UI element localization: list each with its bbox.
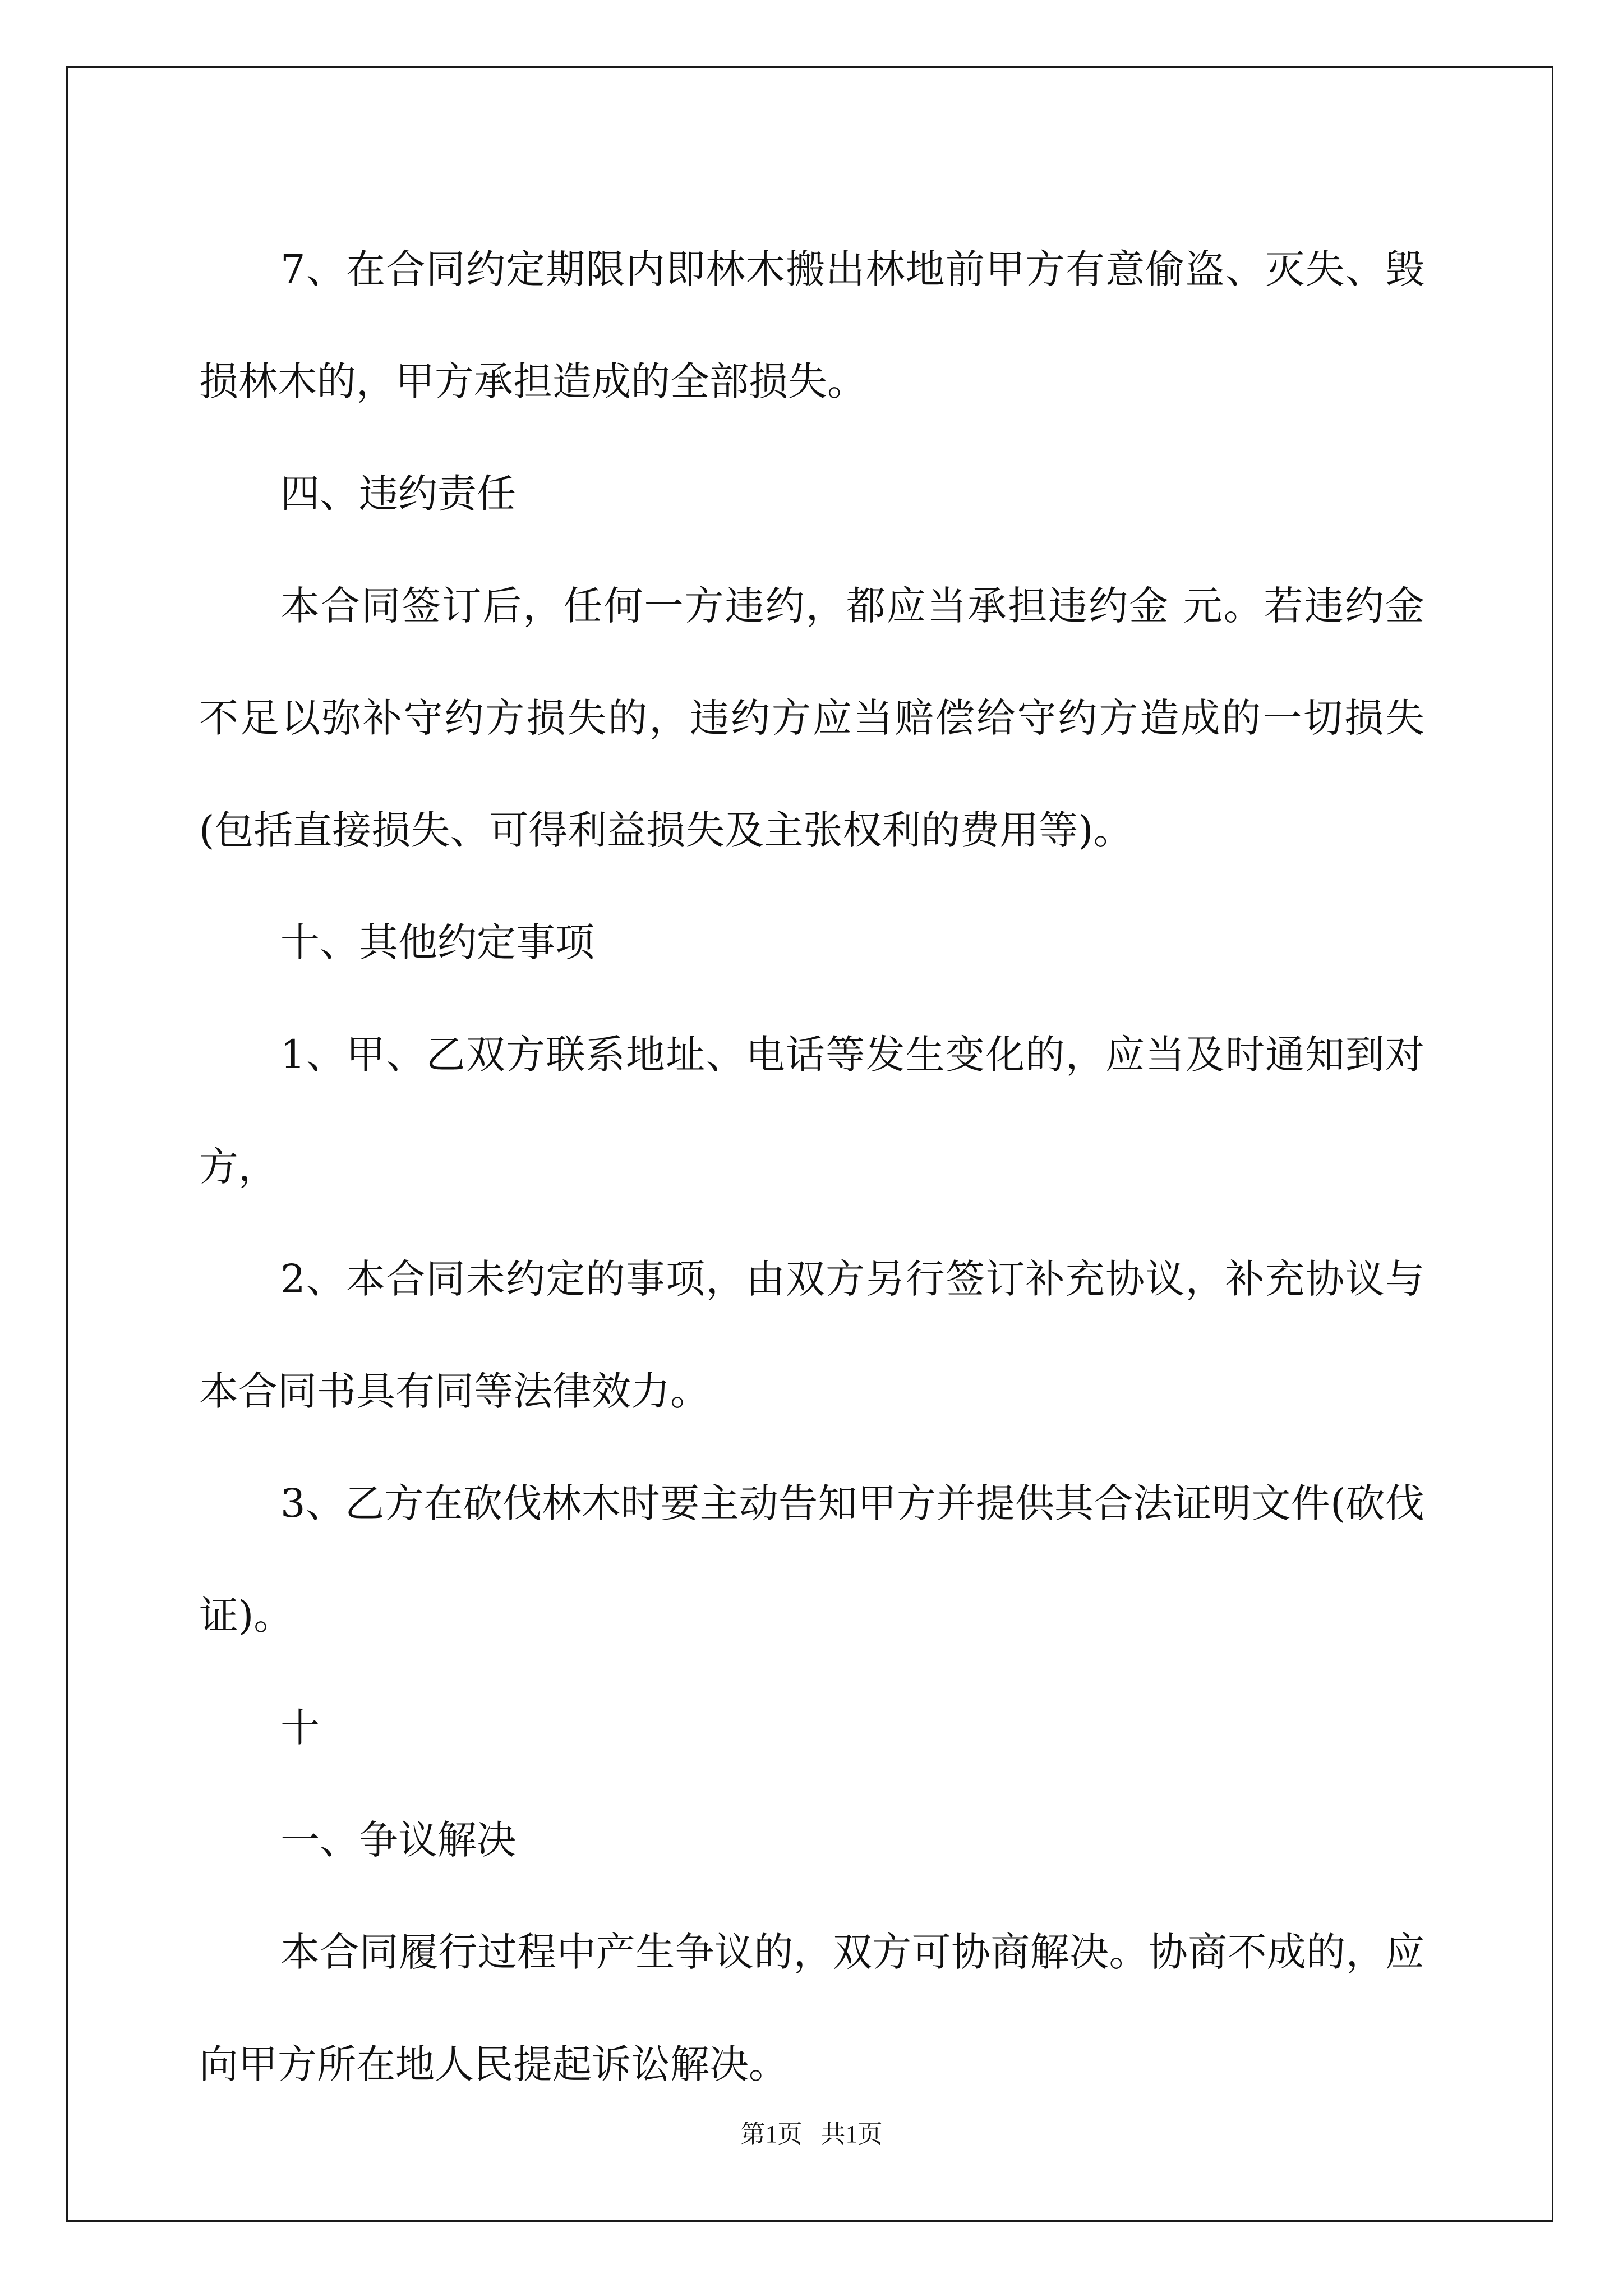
page-footer (0, 2118, 1623, 2151)
page-number: 第1页 (740, 2120, 803, 2148)
document-body (199, 213, 1424, 2120)
paragraph-other-term-1: 1、甲、乙双方联系地址、电话等发生变化的，应当及时通知到对方， (199, 1032, 1424, 1190)
paragraph-dispute-resolution: 本合同履行过程中产生争议的，双方可协商解决。协商不成的，应向甲方所在地人民提起诉讼解决。 (199, 1929, 1424, 2087)
page-total: 共1页 (820, 2120, 883, 2148)
heading-other-terms: 十、其他约定事项 (280, 919, 594, 965)
paragraph-breach-penalty: 本合同签订后，任何一方违约，都应当承担违约金 元。若违约金不足以弥补守约方损失的，违约方应当赔偿给守约方造成的一切损失(包括直接损失、可得利益损失及主张权利的费用等)。 (199, 583, 1424, 853)
paragraph-other-term-3: 3、乙方在砍伐林木时要主动告知甲方并提供其合法证明文件(砍伐证)。 (199, 1480, 1424, 1639)
heading-breach-liability: 四、违约责任 (280, 471, 516, 517)
paragraph-other-term-2: 2、本合同未约定的事项，由双方另行签订补充协议，补充协议与本合同书具有同等法律效力。 (199, 1256, 1424, 1414)
paragraph-clause-7: 7、在合同约定期限内即林木搬出林地前甲方有意偷盗、灭失、毁损林木的，甲方承担造成的全部损失。 (199, 246, 1424, 404)
heading-dispute-resolution: 一、争议解决 (280, 1817, 516, 1863)
heading-section-number: 十 (280, 1705, 320, 1751)
